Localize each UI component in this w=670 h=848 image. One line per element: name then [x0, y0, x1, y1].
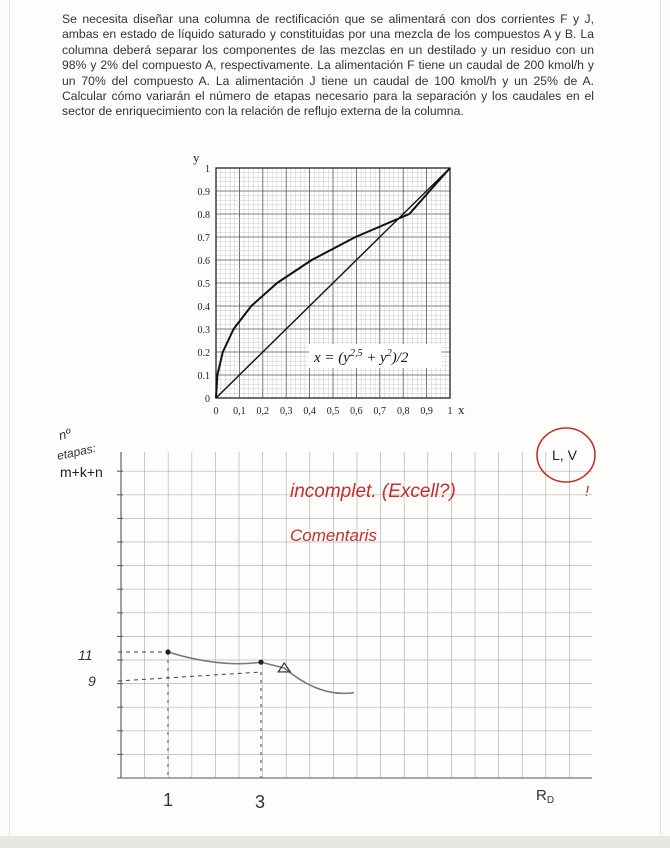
flows-note: L, V: [552, 447, 577, 463]
problem-statement: Se necesita diseñar una columna de rectificación que se alimentará con dos corrientes F y J, ambas en estado de líquido saturado y constituidas por una mezcla de los compuestos A y B. La columna deberá separar los componentes de las mezclas en un destilado y un residuo con un 98% y 2% del compuesto A, respectivamente. La alimentación F tiene un caudal de 200 kmol/h y un 70% del compuesto A. La alimentación J tiene un caudal de 100 kmol/h y un 25% de A. Calcular cómo variarán el número de etapas necesario para la separación y los caudales en el sector de enriquecimiento con la relación de reflujo externa de la columna.: [62, 12, 594, 119]
comment-incomplete: incomplet. (Excell?): [290, 481, 456, 502]
stage-point-rd3: [258, 660, 263, 665]
y-axis-label: y: [193, 150, 200, 165]
equilibrium-x-ticks: [214, 406, 453, 417]
y-tick-label: 0.4: [197, 302, 210, 313]
y-tick-label: 0.2: [197, 348, 210, 359]
x-mark-3: 3: [255, 792, 266, 812]
stages-label-formula: m+k+n: [60, 464, 103, 480]
y-mark-11: 11: [78, 647, 93, 663]
stages-label-no: nº: [57, 425, 73, 443]
sketch-axis-ticks: [117, 471, 123, 778]
y-tick-label: 0: [205, 394, 210, 405]
y-tick-label: 0.8: [197, 210, 210, 221]
x-tick-label: 0,4: [303, 406, 316, 417]
equilibrium-y-ticks: [198, 164, 211, 405]
teacher-comments: [290, 428, 595, 545]
reflux-axis-label: $R_D$: [536, 787, 555, 806]
x-tick-label: 0,2: [256, 406, 270, 417]
x-tick-label: 0,5: [326, 406, 340, 417]
comment-comentaris: Comentaris: [290, 526, 377, 545]
equilibrium-chart: [193, 150, 465, 417]
stages-label-etapas: etapas:: [55, 441, 98, 463]
x-tick-label: 0,6: [350, 406, 363, 417]
exclamation-mark: !: [585, 483, 590, 500]
y-tick-label: 0.5: [197, 279, 210, 290]
y-tick-label: 0.6: [197, 256, 210, 267]
x-tick-label: 0,1: [233, 406, 246, 417]
x-tick-label: 0,3: [279, 406, 293, 417]
stages-vs-reflux-curve: [165, 649, 354, 693]
x-mark-1: 1: [163, 790, 174, 810]
y-tick-label: 1: [205, 164, 210, 175]
equilibrium-equation: $x = (y^{2,5} + y^2)/2$: [314, 348, 409, 366]
y-tick-label: 0.7: [197, 233, 210, 244]
y-tick-label: 0.3: [197, 325, 210, 336]
y-tick-label: 0.1: [197, 371, 210, 382]
x-axis-label: x: [458, 402, 465, 417]
guide-line-9: [118, 672, 261, 681]
x-tick-label: 0,9: [420, 406, 433, 417]
x-tick-label: 1: [447, 406, 453, 417]
x-tick-label: 0,7: [373, 406, 387, 417]
x-tick-label: 0: [213, 406, 219, 417]
y-mark-9: 9: [88, 673, 96, 689]
x-tick-label: 0,8: [396, 406, 410, 417]
y-tick-label: 0.9: [197, 187, 210, 198]
stage-point-rd1: [165, 649, 170, 654]
